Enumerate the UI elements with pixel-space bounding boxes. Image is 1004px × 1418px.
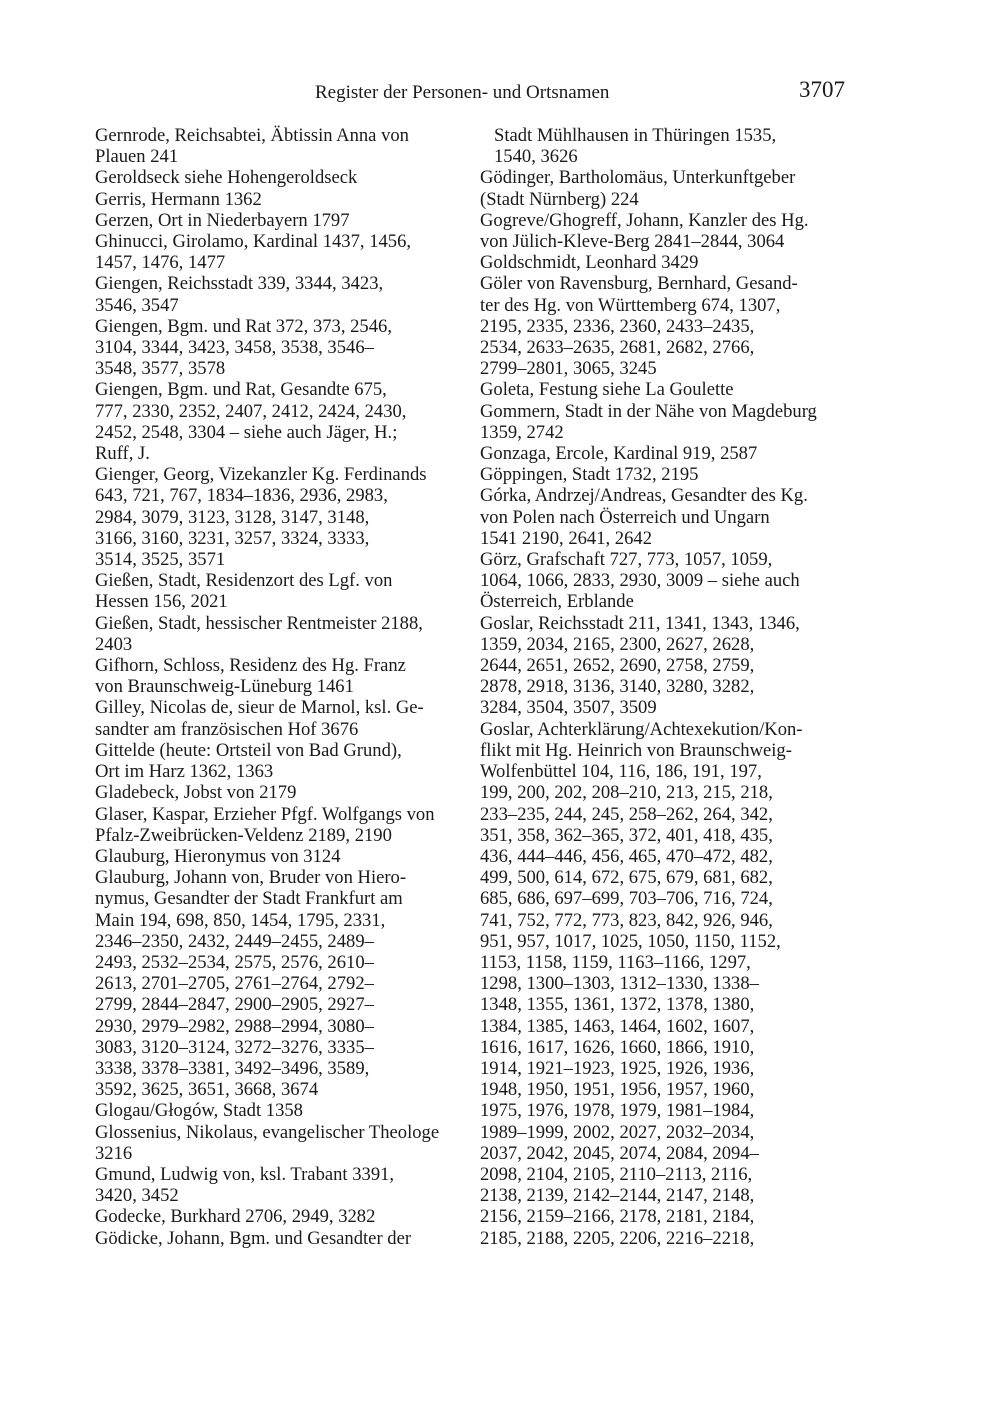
entry-line: Main 194, 698, 850, 1454, 1795, 2331, <box>95 909 386 931</box>
entry-line: 233–235, 244, 245, 258–262, 264, 342, <box>480 803 773 825</box>
entry-line: 2799, 2844–2847, 2900–2905, 2927– <box>95 994 374 1016</box>
entry-line: 2930, 2979–2982, 2988–2994, 3080– <box>95 1015 374 1037</box>
index-entry <box>95 231 465 273</box>
entry-line: (Stadt Nürnberg) 224 <box>480 188 639 210</box>
entry-line: nymus, Gesandter der Stadt Frankfurt am <box>95 888 403 910</box>
index-entry <box>95 273 465 315</box>
entry-line: Hessen 156, 2021 <box>95 591 228 613</box>
index-entry <box>95 782 465 803</box>
entry-line: Goslar, Achterklärung/Achtexekution/Kon- <box>480 718 803 740</box>
index-entry <box>480 719 850 1249</box>
entry-line: von Braunschweig-Lüneburg 1461 <box>95 676 354 698</box>
entry-line: Gerzen, Ort in Niederbayern 1797 <box>95 209 350 231</box>
entry-line: 3284, 3504, 3507, 3509 <box>480 697 657 719</box>
entry-line: 2613, 2701–2705, 2761–2764, 2792– <box>95 973 374 995</box>
index-entry <box>95 613 465 655</box>
entry-line: 351, 358, 362–365, 372, 401, 418, 435, <box>480 824 773 846</box>
entry-line: 2403 <box>95 633 133 655</box>
entry-line: Giengen, Reichsstadt 339, 3344, 3423, <box>95 273 384 295</box>
entry-line: Gittelde (heute: Ortsteil von Bad Grund), <box>95 739 402 761</box>
entry-line: Gilley, Nicolas de, sieur de Marnol, ksl. Ge- <box>95 697 424 719</box>
entry-line: 1348, 1355, 1361, 1372, 1378, 1380, <box>480 994 755 1016</box>
entry-line: Górka, Andrzej/Andreas, Gesandter des Kg. <box>480 485 808 507</box>
entry-line: Ort im Harz 1362, 1363 <box>95 761 274 783</box>
entry-line: Glossenius, Nikolaus, evangelischer Theologe <box>95 1121 440 1143</box>
entry-line: Ghinucci, Girolamo, Kardinal 1437, 1456, <box>95 231 412 253</box>
entry-line: Österreich, Erblande <box>480 591 634 613</box>
entry-line: Göppingen, Stadt 1732, 2195 <box>480 464 699 486</box>
index-entry <box>480 443 850 464</box>
entry-line: 2346–2350, 2432, 2449–2455, 2489– <box>95 930 374 952</box>
index-entry <box>480 401 850 443</box>
entry-line: Glogau/Głogów, Stadt 1358 <box>95 1100 303 1122</box>
entry-line: 1914, 1921–1923, 1925, 1926, 1936, <box>480 1057 755 1079</box>
entry-line: Stadt Mühlhausen in Thüringen 1535, <box>494 125 777 146</box>
entry-line: 499, 500, 614, 672, 675, 679, 681, 682, <box>480 867 773 889</box>
right-column <box>480 125 850 1249</box>
entry-line: 2098, 2104, 2105, 2110–2113, 2116, <box>480 1163 753 1185</box>
entry-line: 951, 957, 1017, 1025, 1050, 1150, 1152, <box>480 930 781 952</box>
entry-line: Giengen, Bgm. und Rat 372, 373, 2546, <box>95 315 392 337</box>
entry-line: 199, 200, 202, 208–210, 213, 215, 218, <box>480 782 773 804</box>
entry-line: von Polen nach Österreich und Ungarn <box>480 506 770 528</box>
index-entry <box>480 167 850 209</box>
entry-line: 3546, 3547 <box>95 294 179 316</box>
index-entry <box>95 316 465 380</box>
entry-line: 3338, 3378–3381, 3492–3496, 3589, <box>95 1057 370 1079</box>
entry-line: 685, 686, 697–699, 703–706, 716, 724, <box>480 888 773 910</box>
index-entry <box>95 655 465 697</box>
index-entry <box>95 697 465 739</box>
entry-line: 436, 444–446, 456, 465, 470–472, 482, <box>480 845 773 867</box>
entry-line: Gödinger, Bartholomäus, Unterkunftgeber <box>480 167 796 189</box>
index-entry <box>95 210 465 231</box>
index-entry <box>95 570 465 612</box>
entry-line: 3548, 3577, 3578 <box>95 358 226 380</box>
entry-line: 643, 721, 767, 1834–1836, 2936, 2983, <box>95 485 388 507</box>
entry-line: Wolfenbüttel 104, 116, 186, 191, 197, <box>480 761 762 783</box>
index-entry <box>95 1228 465 1249</box>
entry-line: 777, 2330, 2352, 2407, 2412, 2424, 2430, <box>95 400 407 422</box>
entry-line: 2493, 2532–2534, 2575, 2576, 2610– <box>95 951 374 973</box>
entry-line: 1359, 2742 <box>480 421 564 443</box>
entry-line: Goslar, Reichsstadt 211, 1341, 1343, 1346, <box>480 612 800 634</box>
index-entry <box>95 867 465 1100</box>
entry-line: 1975, 1976, 1978, 1979, 1981–1984, <box>480 1100 755 1122</box>
entry-line: Ruff, J. <box>95 443 150 465</box>
left-column <box>95 125 465 1249</box>
index-entry <box>95 167 465 188</box>
entry-line: Glauburg, Johann von, Bruder von Hiero- <box>95 867 407 889</box>
entry-line: 3104, 3344, 3423, 3458, 3538, 3546– <box>95 337 374 359</box>
entry-line: sandter am französischen Hof 3676 <box>95 718 359 740</box>
index-entry <box>480 613 850 719</box>
entry-line: 3166, 3160, 3231, 3257, 3324, 3333, <box>95 527 370 549</box>
entry-line: Gödicke, Johann, Bgm. und Gesandter der <box>95 1227 412 1249</box>
entry-line: 2984, 3079, 3123, 3128, 3147, 3148, <box>95 506 370 528</box>
entry-line: Giengen, Bgm. und Rat, Gesandte 675, <box>95 379 387 401</box>
index-entry <box>480 252 850 273</box>
entry-line: Goldschmidt, Leonhard 3429 <box>480 252 699 274</box>
index-entry <box>480 464 850 485</box>
index-entry <box>95 804 465 846</box>
entry-line: Gienger, Georg, Vizekanzler Kg. Ferdinands <box>95 464 427 486</box>
entry-line: Gogreve/Ghogreff, Johann, Kanzler des Hg. <box>480 209 809 231</box>
entry-line: Gommern, Stadt in der Nähe von Magdeburg <box>480 400 817 422</box>
running-header <box>95 77 845 110</box>
entry-line: 2644, 2651, 2652, 2690, 2758, 2759, <box>480 655 755 677</box>
index-entry <box>95 379 465 464</box>
index-entry <box>95 846 465 867</box>
entry-line: 2878, 2918, 3136, 3140, 3280, 3282, <box>480 676 755 698</box>
entry-line: 2195, 2335, 2336, 2360, 2433–2435, <box>480 315 755 337</box>
header-title: Register der Personen- und Ortsnamen <box>315 82 610 103</box>
entry-line: Godecke, Burkhard 2706, 2949, 3282 <box>95 1206 376 1228</box>
entry-line: 3514, 3525, 3571 <box>95 549 226 571</box>
entry-line: 1616, 1617, 1626, 1660, 1866, 1910, <box>480 1036 755 1058</box>
entry-line: 1989–1999, 2002, 2027, 2032–2034, <box>480 1121 755 1143</box>
index-entry <box>95 125 465 167</box>
entry-line: 2452, 2548, 3304 – siehe auch Jäger, H.; <box>95 421 398 443</box>
index-entry <box>95 189 465 210</box>
entry-line: Glaser, Kaspar, Erzieher Pfgf. Wolfgangs von <box>95 803 435 825</box>
entry-line: 3420, 3452 <box>95 1185 179 1207</box>
entry-line: flikt mit Hg. Heinrich von Braunschweig- <box>480 739 792 761</box>
entry-line: Gmund, Ludwig von, ksl. Trabant 3391, <box>95 1163 395 1185</box>
entry-line: 3083, 3120–3124, 3272–3276, 3335– <box>95 1036 374 1058</box>
page-number: 3707 <box>799 77 845 102</box>
entry-line: Geroldseck siehe Hohengeroldseck <box>95 167 358 189</box>
entry-line: Pfalz-Zweibrücken-Veldenz 2189, 2190 <box>95 824 392 846</box>
entry-line: 2185, 2188, 2205, 2206, 2216–2218, <box>480 1227 755 1249</box>
entry-line: Gladebeck, Jobst von 2179 <box>95 782 297 804</box>
entry-line: Gifhorn, Schloss, Residenz des Hg. Franz <box>95 655 406 677</box>
entry-line: von Jülich-Kleve-Berg 2841–2844, 3064 <box>480 231 785 253</box>
entry-line: 1457, 1476, 1477 <box>95 252 226 274</box>
entry-line: Gerris, Hermann 1362 <box>95 188 262 210</box>
entry-line: 741, 752, 772, 773, 823, 842, 926, 946, <box>480 909 773 931</box>
entry-line: Gonzaga, Ercole, Kardinal 919, 2587 <box>480 443 758 465</box>
entry-line: 1384, 1385, 1463, 1464, 1602, 1607, <box>480 1015 755 1037</box>
entry-line: 2534, 2633–2635, 2681, 2682, 2766, <box>480 337 755 359</box>
index-entry <box>95 740 465 782</box>
entry-line: 3592, 3625, 3651, 3668, 3674 <box>95 1079 319 1101</box>
index-entry <box>480 210 850 252</box>
entry-line: 1948, 1950, 1951, 1956, 1957, 1960, <box>480 1079 755 1101</box>
entry-line: 2799–2801, 3065, 3245 <box>480 358 657 380</box>
entry-line: 1153, 1158, 1159, 1163–1166, 1297, <box>480 951 751 973</box>
index-entry <box>480 379 850 400</box>
index-entry <box>480 485 850 549</box>
entry-line: 1064, 1066, 2833, 2930, 3009 – siehe auch <box>480 570 800 592</box>
entry-line: Gießen, Stadt, Residenzort des Lgf. von <box>95 570 393 592</box>
index-entry <box>95 464 465 570</box>
entry-line: 3216 <box>95 1142 133 1164</box>
entry-line: 2138, 2139, 2142–2144, 2147, 2148, <box>480 1185 755 1207</box>
entry-line: Gießen, Stadt, hessischer Rentmeister 2188, <box>95 612 423 634</box>
entry-line: 1541 2190, 2641, 2642 <box>480 527 652 549</box>
entry-line: Görz, Grafschaft 727, 773, 1057, 1059, <box>480 549 773 571</box>
entry-line: Göler von Ravensburg, Bernhard, Gesand- <box>480 273 798 295</box>
entry-line: 2037, 2042, 2045, 2074, 2084, 2094– <box>480 1142 759 1164</box>
index-entry <box>95 1122 465 1164</box>
index-entry <box>95 1164 465 1206</box>
entry-line: 1298, 1300–1303, 1312–1330, 1338– <box>480 973 759 995</box>
entry-line: 1540, 3626 <box>494 146 578 168</box>
entry-line: Gernrode, Reichsabtei, Äbtissin Anna von <box>95 125 409 146</box>
entry-line: Plauen 241 <box>95 146 179 168</box>
continued-entry <box>480 125 850 167</box>
entry-line: Goleta, Festung siehe La Goulette <box>480 379 734 401</box>
index-entry <box>480 549 850 613</box>
index-entry <box>480 273 850 379</box>
entry-line: 1359, 2034, 2165, 2300, 2627, 2628, <box>480 633 755 655</box>
entry-line: ter des Hg. von Württemberg 674, 1307, <box>480 294 781 316</box>
index-entry <box>95 1100 465 1121</box>
index-entry <box>95 1206 465 1227</box>
entry-line: Glauburg, Hieronymus von 3124 <box>95 845 341 867</box>
entry-line: 2156, 2159–2166, 2178, 2181, 2184, <box>480 1206 755 1228</box>
